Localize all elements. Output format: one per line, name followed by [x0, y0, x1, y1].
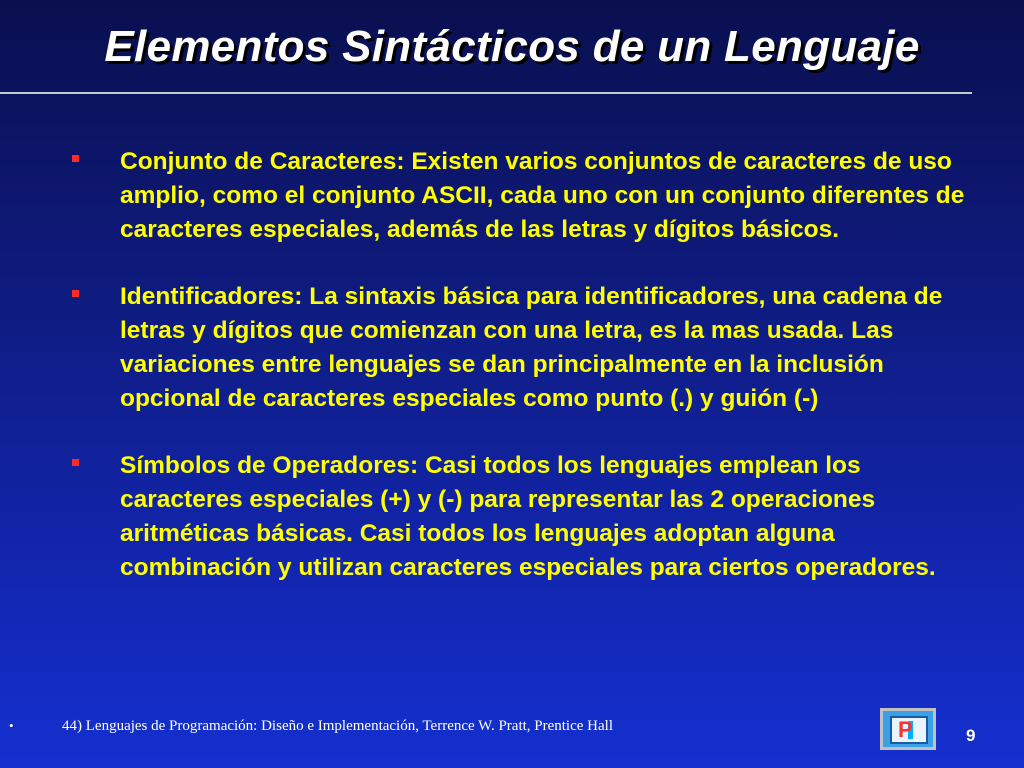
- list-item: [72, 449, 972, 585]
- page-number: 9: [966, 726, 976, 745]
- bullet-list: [72, 145, 972, 618]
- footer-bullet: •: [9, 718, 14, 733]
- square-bullet-icon: [72, 290, 79, 297]
- footer-reference: 44) Lenguajes de Programación: Diseño e Implementación, Terrence W. Pratt, Prentice Hall: [62, 718, 613, 734]
- title-divider: [0, 92, 972, 94]
- logo-frame: [890, 716, 928, 744]
- logo-letter-icon: P: [898, 717, 913, 742]
- square-bullet-icon: [72, 459, 79, 466]
- presentation-logo-icon: [880, 708, 936, 750]
- bullet-text: Identificadores: La sintaxis básica para identificadores, una cadena de letras y dígitos que comienzan con una letra, es la mas usada. Las variaciones entre lenguajes se dan principalmente en la inclusión opcional de caracteres especiales como punto (.) y guión (-): [120, 283, 943, 412]
- list-item: [72, 280, 972, 416]
- bullet-text: Conjunto de Caracteres: Existen varios conjuntos de caracteres de uso amplio, como el conjunto ASCII, cada uno con un conjunto diferentes de caracteres especiales, además de las letras y dígitos básicos.: [120, 148, 965, 243]
- slide-title: Elementos Sintácticos de un Lenguaje: [104, 22, 920, 71]
- square-bullet-icon: [72, 155, 79, 162]
- list-item: [72, 145, 972, 247]
- bullet-text: Símbolos de Operadores: Casi todos los lenguajes emplean los caracteres especiales (+) y (-) para representar las 2 operaciones aritméticas básicas. Casi todos los lenguajes adoptan alguna combinación y utilizan caracteres especiales para ciertos operadores.: [120, 452, 936, 581]
